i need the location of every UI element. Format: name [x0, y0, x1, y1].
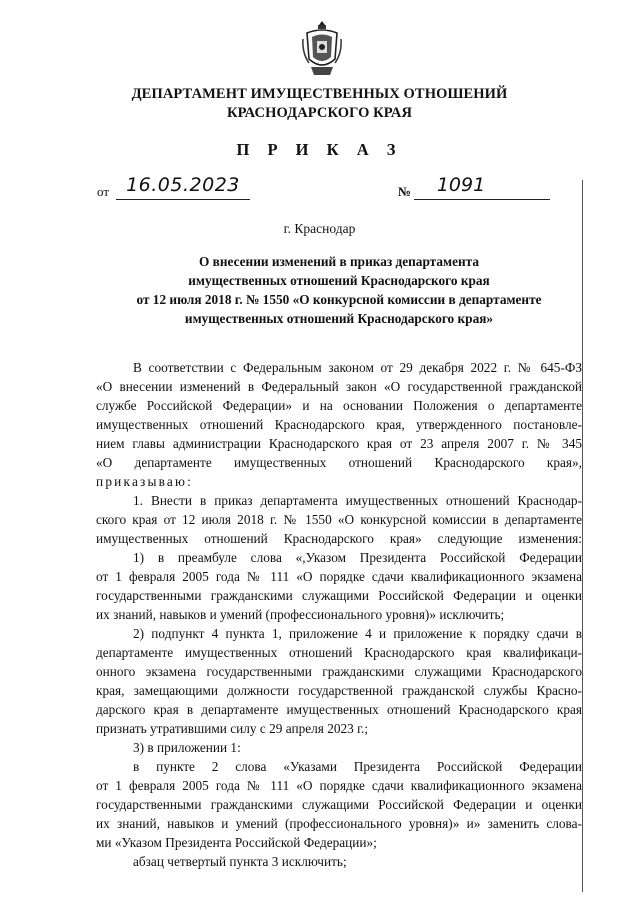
body-line: государственными гражданскими служащими Российской Федерации и оценки	[96, 588, 582, 603]
body-line: имущественных отношений Краснодарского края» следующие изменения:	[96, 531, 582, 546]
body-line: их знаний, навыков и умений (профессионального уровня)» исключить;	[96, 607, 505, 622]
body-line: приказываю:	[96, 474, 194, 489]
body-line: «О внесении изменений в Федеральный закон «О государственной гражданской	[96, 379, 582, 394]
body-line: 3) в приложении 1:	[133, 740, 241, 755]
body-line: признать утратившими силу с 29 апреля 2023 г.;	[96, 721, 369, 736]
body-line: нием главы администрации Краснодарского края от 23 апреля 2007 г. № 345	[96, 436, 582, 451]
heading-line: имущественных отношений Краснодарского края	[188, 273, 490, 288]
document-body	[96, 358, 582, 871]
scan-edge-line	[582, 180, 583, 892]
body-line: края, замещающими должности государственной гражданской службы Красно-	[96, 683, 582, 698]
heading-line: имущественных отношений Краснодарского края»	[184, 311, 494, 326]
date-label: от	[97, 184, 110, 199]
body-line: онного экзамена государственными гражданскими служащими Краснодарского	[96, 664, 582, 679]
body-line: 1. Внести в приказ департамента имущественных отношений Краснодар-	[133, 493, 582, 508]
body-line: службе Российской Федерации» и на основании Положения о департаменте	[96, 398, 582, 413]
number-underline	[414, 199, 550, 200]
org-name-line-1: ДЕПАРТАМЕНТ ИМУЩЕСТВЕННЫХ ОТНОШЕНИЙ	[131, 86, 508, 102]
body-line: департаменте имущественных отношений Краснодарского края квалификаци-	[96, 645, 582, 660]
krasnodar-krai-coat-of-arms-icon	[301, 19, 343, 79]
body-line: абзац четвертый пункта 3 исключить;	[133, 854, 347, 869]
body-line: 2) подпункт 4 пункта 1, приложение 4 и приложение к порядку сдачи в	[133, 626, 582, 641]
body-line: ми «Указом Президента Российской Федерации»;	[96, 835, 377, 850]
number-value: 1091	[436, 174, 486, 196]
org-name-line-2: КРАСНОДАРСКОГО КРАЯ	[226, 105, 413, 121]
document-type-title: П Р И К А З	[236, 140, 403, 159]
body-line: имущественных отношений Краснодарского края, утвержденного постановле-	[96, 417, 582, 432]
body-line: 1) в преамбуле слова «,Указом Президента Российской Федерации	[133, 550, 582, 565]
body-line: ского края от 12 июля 2018 г. № 1550 «О конкурсной комиссии в департаменте	[96, 512, 582, 527]
date-value: 16.05.2023	[126, 174, 240, 196]
heading-line: О внесении изменений в приказ департамента	[199, 254, 479, 269]
body-line: в пункте 2 слова «Указами Президента Российской Федерации	[133, 759, 582, 774]
city: г. Краснодар	[283, 221, 356, 236]
body-line: их знаний, навыков и умений (профессионального уровня)» и» заменить слова-	[96, 816, 582, 831]
body-line: от 1 февраля 2005 года № 111 «О порядке сдачи квалификационного экзамена	[96, 569, 582, 584]
heading-line: от 12 июля 2018 г. № 1550 «О конкурсной комиссии в департаменте	[136, 292, 542, 307]
body-line: «О департаменте имущественных отношений Краснодарского края»,	[96, 455, 582, 470]
body-line: В соответствии с Федеральным законом от 29 декабря 2022 г. № 645-ФЗ	[133, 360, 582, 375]
number-label: №	[398, 184, 412, 199]
date-underline	[116, 199, 250, 200]
body-line: от 1 февраля 2005 года № 111 «О порядке сдачи квалификационного экзамена	[96, 778, 582, 793]
body-line: дарского края в департаменте имущественных отношений Краснодарского края	[96, 702, 582, 717]
body-line: государственными гражданскими служащими Российской Федерации и оценки	[96, 797, 582, 812]
